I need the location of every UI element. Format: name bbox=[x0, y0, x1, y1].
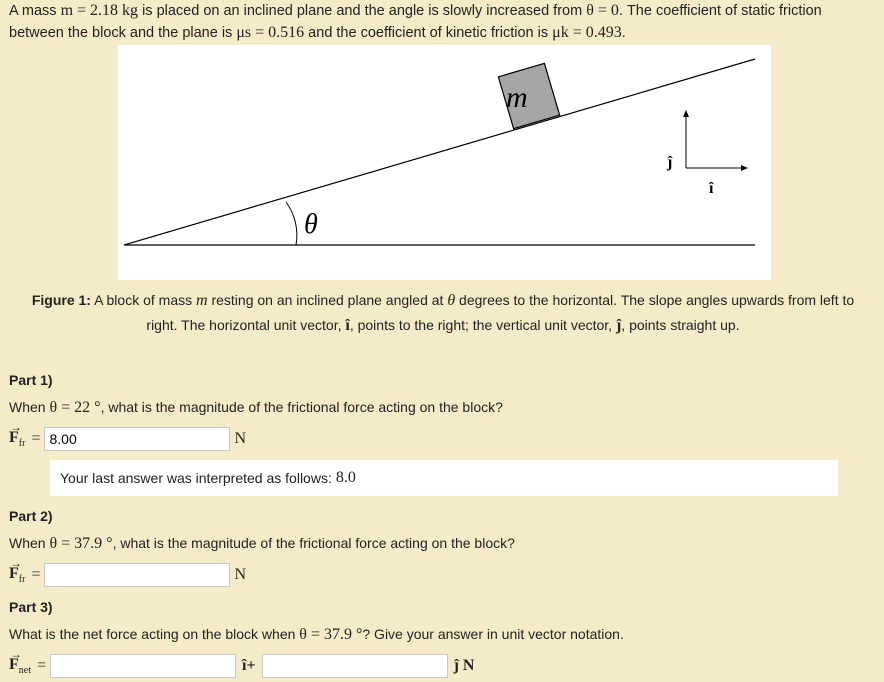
part-2-answer-row bbox=[9, 555, 247, 587]
unit-label: N bbox=[234, 566, 247, 583]
part-2-title: Part 2) bbox=[9, 508, 53, 524]
part-2-question bbox=[9, 535, 515, 553]
problem-statement bbox=[9, 0, 879, 44]
part-3-question bbox=[9, 626, 624, 644]
caption-text: resting on an inclined plane angled at bbox=[207, 292, 448, 308]
part-3-j-component-input[interactable] bbox=[262, 654, 448, 678]
problem-text: is placed on an inclined plane and the angle is slowly increased from bbox=[138, 3, 587, 19]
note-value: 8.0 bbox=[335, 469, 356, 486]
caption-label: Figure 1: bbox=[31, 292, 91, 308]
caption-line-2 bbox=[10, 313, 876, 338]
caption-text: right. The horizontal unit vector, bbox=[146, 317, 346, 333]
problem-text: . bbox=[621, 25, 626, 41]
j-unit-label: ĵ bbox=[667, 154, 673, 171]
incline-diagram bbox=[118, 45, 771, 280]
incline-line bbox=[124, 59, 755, 245]
part-2-answer-input[interactable] bbox=[44, 563, 230, 587]
equals-sign: = bbox=[31, 566, 41, 583]
problem-text: . The coefficient of static friction bbox=[618, 3, 822, 19]
net-force-symbol: → $F_{net}$ bbox=[9, 646, 31, 677]
part-3-title: Part 3) bbox=[9, 599, 53, 615]
interpretation-note bbox=[50, 460, 838, 496]
theta-expression: θ = 0 bbox=[586, 2, 619, 19]
caption-text: , points straight up. bbox=[621, 317, 740, 333]
caption-j-unit: ĵ bbox=[615, 317, 622, 334]
angle-arc bbox=[286, 202, 297, 245]
i-unit-label: î+ bbox=[242, 657, 256, 674]
question-text: ? Give your answer in unit vector notation. bbox=[362, 626, 624, 642]
part-3-i-component-input[interactable] bbox=[50, 654, 236, 678]
problem-line-1 bbox=[9, 0, 879, 22]
caption-mass: m bbox=[196, 292, 208, 309]
j-arrow-head bbox=[683, 110, 689, 117]
j-unit-label: ĵ N bbox=[453, 657, 475, 674]
friction-force-symbol: → $F_{fr}$ bbox=[9, 555, 26, 586]
equals-sign: = bbox=[37, 657, 47, 674]
caption-text: A block of mass bbox=[90, 292, 197, 308]
theta-expression: θ = 37.9 ° bbox=[299, 626, 363, 643]
caption-i-unit: î bbox=[345, 317, 350, 334]
angle-label: θ bbox=[304, 209, 318, 240]
problem-text: between the block and the plane is bbox=[9, 25, 237, 41]
i-unit-label: î bbox=[709, 180, 714, 197]
problem-line-2 bbox=[9, 22, 879, 44]
part-1-title: Part 1) bbox=[9, 372, 53, 388]
theta-expression: θ = 37.9 ° bbox=[49, 535, 113, 552]
note-text: Your last answer was interpreted as follows: bbox=[60, 470, 332, 486]
part-1-answer-row bbox=[9, 419, 247, 451]
theta-expression: θ = 22 ° bbox=[49, 399, 101, 416]
figure-caption bbox=[10, 288, 876, 338]
caption-text: degrees to the horizontal. The slope angles upwards from left to bbox=[455, 292, 855, 308]
incline-figure bbox=[118, 45, 771, 280]
question-text: , what is the magnitude of the frictional force acting on the block? bbox=[112, 535, 515, 551]
unit-label: N bbox=[234, 430, 247, 447]
part-1-question bbox=[9, 399, 503, 417]
friction-force-symbol: → $F_{fr}$ bbox=[9, 419, 26, 450]
question-text: What is the net force acting on the block when bbox=[9, 626, 300, 642]
problem-text: A mass bbox=[9, 3, 61, 19]
part-1-answer-input[interactable] bbox=[44, 427, 230, 451]
equals-sign: = bbox=[31, 430, 41, 447]
problem-text: and the coefficient of kinetic friction is bbox=[304, 25, 553, 41]
part-3-answer-row bbox=[9, 646, 475, 678]
question-text: When bbox=[9, 399, 50, 415]
block-label: m bbox=[506, 81, 528, 114]
mass-expression: m = 2.18 kg bbox=[60, 2, 139, 19]
caption-line-1 bbox=[10, 288, 876, 313]
question-text: When bbox=[9, 535, 50, 551]
caption-theta: θ bbox=[447, 292, 456, 309]
kinetic-friction-expression: μk = 0.493 bbox=[552, 24, 622, 41]
i-arrow-head bbox=[741, 165, 748, 171]
question-text: , what is the magnitude of the frictional force acting on the block? bbox=[100, 399, 503, 415]
static-friction-expression: μs = 0.516 bbox=[236, 24, 305, 41]
caption-text: , points to the right; the vertical unit vector, bbox=[349, 317, 616, 333]
